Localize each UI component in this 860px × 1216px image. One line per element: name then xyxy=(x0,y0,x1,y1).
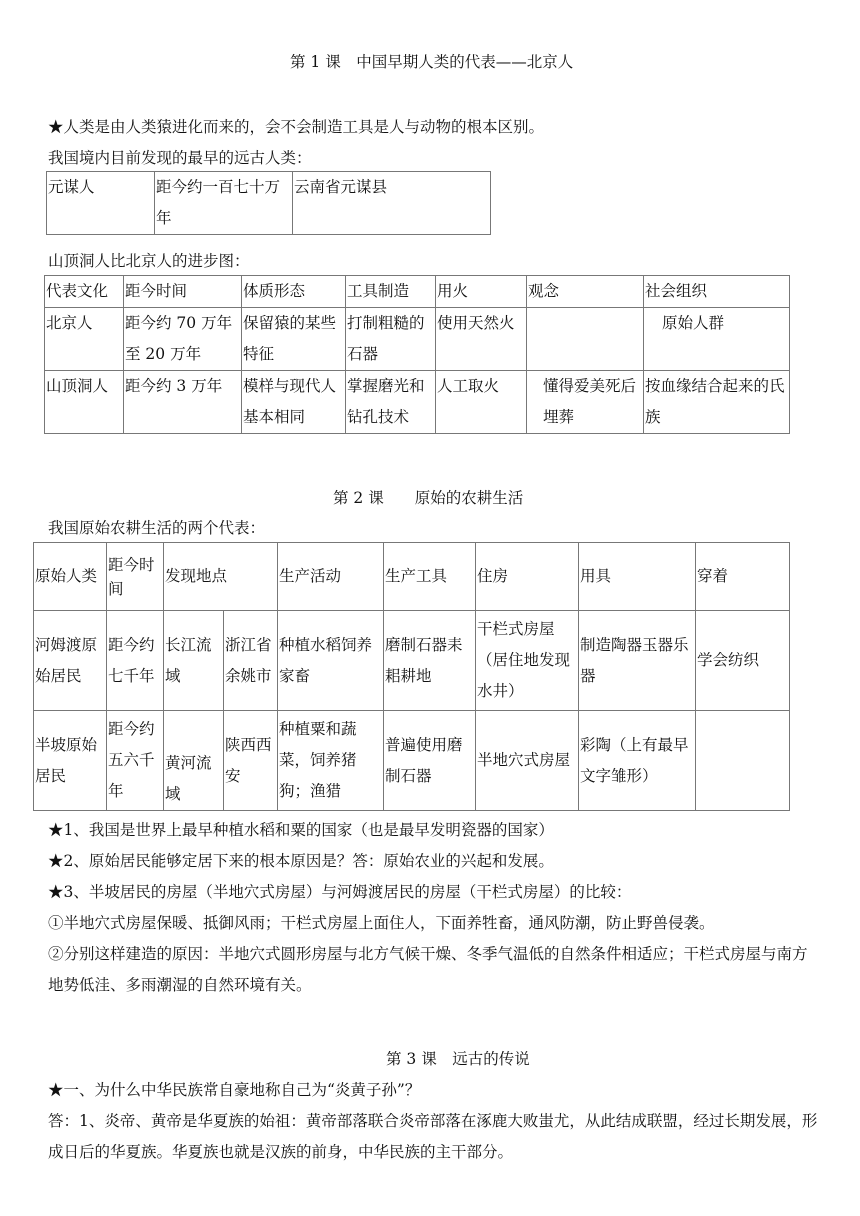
table-header-row xyxy=(34,543,790,611)
table-cell: 浙江省余姚市 xyxy=(224,611,278,711)
table-row xyxy=(47,172,491,235)
column-header: 观念 xyxy=(527,276,644,308)
table-row xyxy=(45,371,790,434)
progress-intro: 山顶洞人比北京人的进步图： xyxy=(48,252,250,270)
table-cell: 人工取火 xyxy=(436,371,527,434)
table-cell: 打制粗糙的石器 xyxy=(346,308,436,371)
table-cell: 按血缘结合起来的氏族 xyxy=(644,371,790,434)
table-cell: 云南省元谋县 xyxy=(293,172,491,235)
table-cell: 河姆渡原始居民 xyxy=(34,611,107,711)
table-row xyxy=(45,308,790,371)
column-header: 住房 xyxy=(476,543,579,611)
lesson2-intro: 我国原始农耕生活的两个代表： xyxy=(48,519,266,537)
table-cell: 距今约 70 万年至 20 万年 xyxy=(124,308,242,371)
table-cell: 学会纺织 xyxy=(696,611,790,711)
column-header: 发现地点 xyxy=(164,543,278,611)
question-line: ★一、为什么中华民族常自豪地称自己为“炎黄子孙”？ xyxy=(48,1081,421,1099)
table-cell: 长江流域 xyxy=(164,611,224,711)
table-cell: 磨制石器耒耜耕地 xyxy=(384,611,476,711)
note-line: ①半地穴式房屋保暖、抵御风雨；干栏式房屋上面住人，下面养牲畜，通风防潮，防止野兽侵袭。 xyxy=(48,914,715,932)
column-header: 用具 xyxy=(579,543,696,611)
column-header: 距今时间 xyxy=(124,276,242,308)
lesson3-title: 第 3 课 远古的传说 xyxy=(386,1050,530,1068)
table-cell: 模样与现代人基本相同 xyxy=(242,371,346,434)
table-cell: 保留猿的某些特征 xyxy=(242,308,346,371)
column-header: 代表文化 xyxy=(45,276,124,308)
table-cell: 使用天然火 xyxy=(436,308,527,371)
column-header: 原始人类 xyxy=(34,543,107,611)
table-cell: 黄河流域 xyxy=(164,711,224,811)
table-cell: 种植粟和蔬菜，饲养猪狗；渔猎 xyxy=(278,711,384,811)
progress-table xyxy=(44,275,790,434)
earliest-human-table xyxy=(46,171,491,235)
table-cell: 懂得爱美死后埋葬 xyxy=(527,371,644,434)
table-cell: 距今约一百七十万年 xyxy=(155,172,293,235)
table-cell: 原始人群 xyxy=(644,308,790,371)
table-cell: 北京人 xyxy=(45,308,124,371)
table-cell: 元谋人 xyxy=(47,172,155,235)
column-header: 社会组织 xyxy=(644,276,790,308)
table-row xyxy=(34,711,790,811)
column-header: 工具制造 xyxy=(346,276,436,308)
table-cell xyxy=(696,711,790,811)
column-header: 穿着 xyxy=(696,543,790,611)
column-header: 用火 xyxy=(436,276,527,308)
note-line: ★2、原始居民能够定居下来的根本原因是？答：原始农业的兴起和发展。 xyxy=(48,852,554,870)
table-cell: 距今约五六千年 xyxy=(107,711,164,811)
table-cell: 距今约 3 万年 xyxy=(124,371,242,434)
column-header: 生产工具 xyxy=(384,543,476,611)
table-cell: 彩陶（上有最早文字雏形） xyxy=(579,711,696,811)
farming-table xyxy=(33,542,790,811)
table-header-row xyxy=(45,276,790,308)
lesson1-title: 第 1 课 中国早期人类的代表——北京人 xyxy=(290,53,574,71)
table-cell: 掌握磨光和钻孔技术 xyxy=(346,371,436,434)
table-cell xyxy=(527,308,644,371)
lesson2-notes xyxy=(48,815,818,1001)
note-line: ★3、半坡居民的房屋（半地穴式房屋）与河姆渡居民的房屋（干栏式房屋）的比较： xyxy=(48,883,632,901)
column-header: 生产活动 xyxy=(278,543,384,611)
table-cell: 半地穴式房屋 xyxy=(476,711,579,811)
table-row xyxy=(34,611,790,711)
table-cell: 半坡原始居民 xyxy=(34,711,107,811)
answer-paragraph: 答：1、炎帝、黄帝是华夏族的始祖：黄帝部落联合炎帝部落在涿鹿大败蚩尤，从此结成联盟，经过长期发展，形成日后的华夏族。华夏族也就是汉族的前身，中华民族的主干部分。 xyxy=(48,1112,818,1161)
column-header: 体质形态 xyxy=(242,276,346,308)
table-cell: 制造陶器玉器乐器 xyxy=(579,611,696,711)
table-cell: 种植水稻饲养家畜 xyxy=(278,611,384,711)
earliest-intro: 我国境内目前发现的最早的远古人类： xyxy=(48,149,312,167)
table-cell: 干栏式房屋（居住地发现水井） xyxy=(476,611,579,711)
note-line: ②分别这样建造的原因：半地穴式圆形房屋与北方气候干燥、冬季气温低的自然条件相适应；干栏式房屋与南方地势低洼、多雨潮湿的自然环境有关。 xyxy=(48,945,808,994)
table-cell: 距今约七千年 xyxy=(107,611,164,711)
lesson1-star-line: ★人类是由人类猿进化而来的，会不会制造工具是人与动物的根本区别。 xyxy=(48,118,545,136)
column-header: 距今时间 xyxy=(107,543,164,611)
table-cell: 陕西西安 xyxy=(224,711,278,811)
lesson2-title: 第 2 课 原始的农耕生活 xyxy=(333,489,524,507)
lesson3-body xyxy=(48,1075,818,1168)
table-cell: 普遍使用磨制石器 xyxy=(384,711,476,811)
note-line: ★1、我国是世界上最早种植水稻和粟的国家（也是最早发明瓷器的国家） xyxy=(48,821,554,839)
table-cell: 山顶洞人 xyxy=(45,371,124,434)
